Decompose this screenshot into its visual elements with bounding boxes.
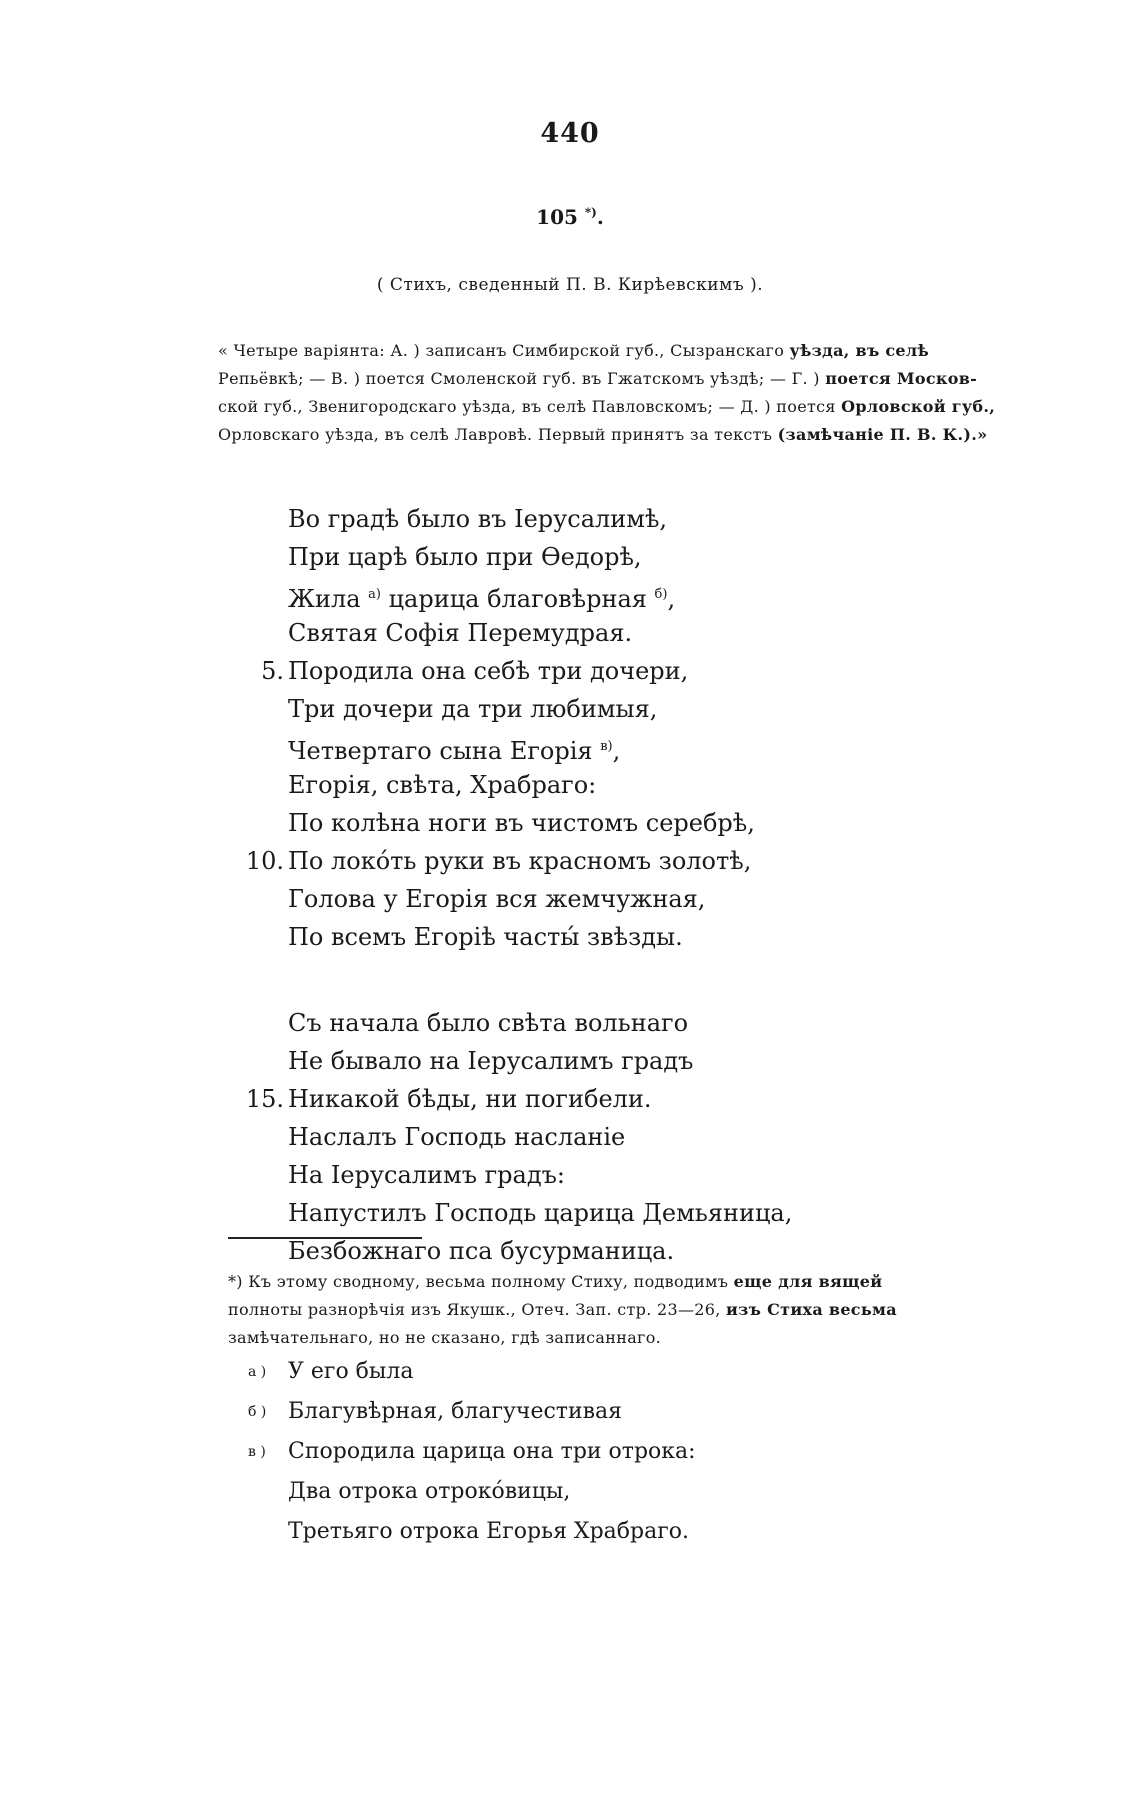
- intro-bold-text: поется Москов-: [825, 369, 978, 388]
- verse-line: [222, 690, 1022, 728]
- poem-footnote-mark: *): [584, 205, 597, 220]
- line-text: Егорія, свѣта, Храбраго:: [288, 771, 597, 799]
- variant-note: [248, 1392, 1028, 1432]
- footnote-line: [228, 1296, 1028, 1324]
- poem-subtitle: ( Стихъ, сведенный П. В. Кирѣевскимъ ).: [376, 275, 764, 295]
- intro-line: [218, 393, 1026, 421]
- intro-line: [218, 337, 1026, 365]
- verse-line: [222, 614, 1022, 652]
- intro-bold-text: Орловской губ.,: [841, 397, 996, 416]
- note-mark: а ): [248, 1364, 267, 1380]
- line-text: Никакой бѣды, ни погибели.: [288, 1085, 652, 1113]
- line-text: Три дочери да три любимыя,: [288, 695, 658, 723]
- stanza-2: [222, 1004, 1022, 1270]
- intro-text: Орловскаго уѣзда, въ селѣ Лавровѣ. Первый принятъ за текстъ: [218, 425, 778, 444]
- footnote-line: [228, 1324, 1028, 1352]
- verse-line: [222, 804, 1022, 842]
- line-text-part: Четвертаго сына Егорія: [288, 737, 601, 765]
- intro-bold-text: уѣзда, въ селѣ: [789, 341, 930, 360]
- footnote: [228, 1268, 1028, 1352]
- footnote-text: замѣчательнаго, но не сказано, гдѣ записаннаго.: [228, 1328, 662, 1347]
- footnote-text: *) Къ этому сводному, весьма полному Стиху, подводимъ: [228, 1272, 734, 1291]
- verse-line: [222, 1004, 1022, 1042]
- footnote-ref-v: в): [600, 739, 613, 754]
- verse-body: [222, 500, 1022, 1270]
- variant-note: [248, 1432, 1028, 1472]
- footnote-text: полноты разнорѣчія изъ Якушк., Отеч. Зап. стр. 23—26,: [228, 1300, 726, 1319]
- footnote-bold-text: изъ Стиха весьма: [725, 1300, 897, 1319]
- page-number: 440: [540, 118, 600, 149]
- intro-line: [218, 421, 1026, 449]
- verse-line: [222, 918, 1022, 956]
- footnote-divider: [228, 1237, 422, 1239]
- line-number: 15.: [245, 1085, 284, 1113]
- note-text: Третьяго отрока Егорья Храбраго.: [288, 1519, 690, 1544]
- note-text: Два отрока отроко́вицы,: [288, 1479, 571, 1504]
- verse-line: [222, 576, 1022, 614]
- line-text: Безбожнаго пса бусурманица.: [288, 1237, 675, 1265]
- intro-text: ской губ., Звенигородскаго уѣзда, въ селѣ Павловскомъ; — Д. ) поется: [218, 397, 842, 416]
- line-text: [288, 728, 620, 770]
- poem-number: [0, 205, 1140, 229]
- intro-bold-text: (замѣчаніе П. В. К.).»: [777, 425, 988, 444]
- verse-line: [222, 538, 1022, 576]
- verse-line: [222, 1080, 1022, 1118]
- intro-line: [218, 365, 1026, 393]
- note-text: У его была: [288, 1359, 414, 1384]
- line-text: Не бывало на Іерусалимъ градъ: [288, 1047, 694, 1075]
- variant-note: [248, 1512, 1028, 1552]
- line-text-part: ,: [612, 737, 621, 765]
- line-number: 10.: [245, 847, 284, 875]
- verse-line: [222, 880, 1022, 918]
- variant-note: [248, 1472, 1028, 1512]
- verse-line: [222, 1042, 1022, 1080]
- note-text: Спородила царица она три отрока:: [288, 1439, 696, 1464]
- intro-paragraph: [218, 337, 1026, 449]
- line-text: Напустилъ Господь царица Демьяница,: [288, 1199, 793, 1227]
- line-text: Святая Софія Перемудрая.: [288, 619, 633, 647]
- note-mark: в ): [248, 1444, 266, 1460]
- line-text: Породила она себѣ три дочери,: [288, 657, 689, 685]
- line-text-part: Жила: [288, 585, 369, 613]
- verse-line: [222, 1194, 1022, 1232]
- line-text: По всемъ Егоріѣ часты́ звѣзды.: [288, 923, 683, 951]
- stanza-1: [222, 500, 1022, 956]
- verse-line: [222, 842, 1022, 880]
- verse-line: [222, 1156, 1022, 1194]
- intro-text: Репьёвкѣ; — В. ) поется Смоленской губ. въ Гжатскомъ уѣздѣ; — Г. ): [218, 369, 826, 388]
- footnote-line: [228, 1268, 1028, 1296]
- line-text: На Іерусалимъ градъ:: [288, 1161, 565, 1189]
- verse-line: [222, 728, 1022, 766]
- line-text: Наслалъ Господь насланіе: [288, 1123, 626, 1151]
- line-text: [288, 576, 675, 618]
- verse-line: [222, 766, 1022, 804]
- intro-text: « Четыре варіянта: А. ) записанъ Симбирской губ., Сызранскаго: [218, 341, 790, 360]
- variant-note: [248, 1352, 1028, 1392]
- verse-line: [222, 652, 1022, 690]
- note-mark: б ): [248, 1404, 267, 1420]
- footnote-bold-text: еще для вящей: [733, 1272, 883, 1291]
- line-text: При царѣ было при Ѳедорѣ,: [288, 543, 642, 571]
- poem-number-value: 105: [536, 205, 578, 229]
- line-text: По локо́ть руки въ красномъ золотѣ,: [288, 847, 752, 875]
- footnote-ref-b: б): [654, 587, 668, 602]
- line-text-part: ,: [667, 585, 676, 613]
- line-text: Съ начала было свѣта вольнаго: [288, 1009, 689, 1037]
- line-number: 5.: [261, 657, 284, 685]
- variant-notes: [248, 1352, 1028, 1552]
- line-text: Во градѣ было въ Іерусалимѣ,: [288, 505, 668, 533]
- footnote-ref-a: а): [368, 587, 381, 602]
- note-text: Благувѣрная, благучестивая: [288, 1399, 623, 1424]
- line-text: По колѣна ноги въ чистомъ серебрѣ,: [288, 809, 755, 837]
- poem-number-period: .: [596, 205, 604, 229]
- line-text-part: царица благовѣрная: [380, 585, 655, 613]
- line-text: Голова у Егорія вся жемчужная,: [288, 885, 706, 913]
- verse-line: [222, 500, 1022, 538]
- verse-line: [222, 1118, 1022, 1156]
